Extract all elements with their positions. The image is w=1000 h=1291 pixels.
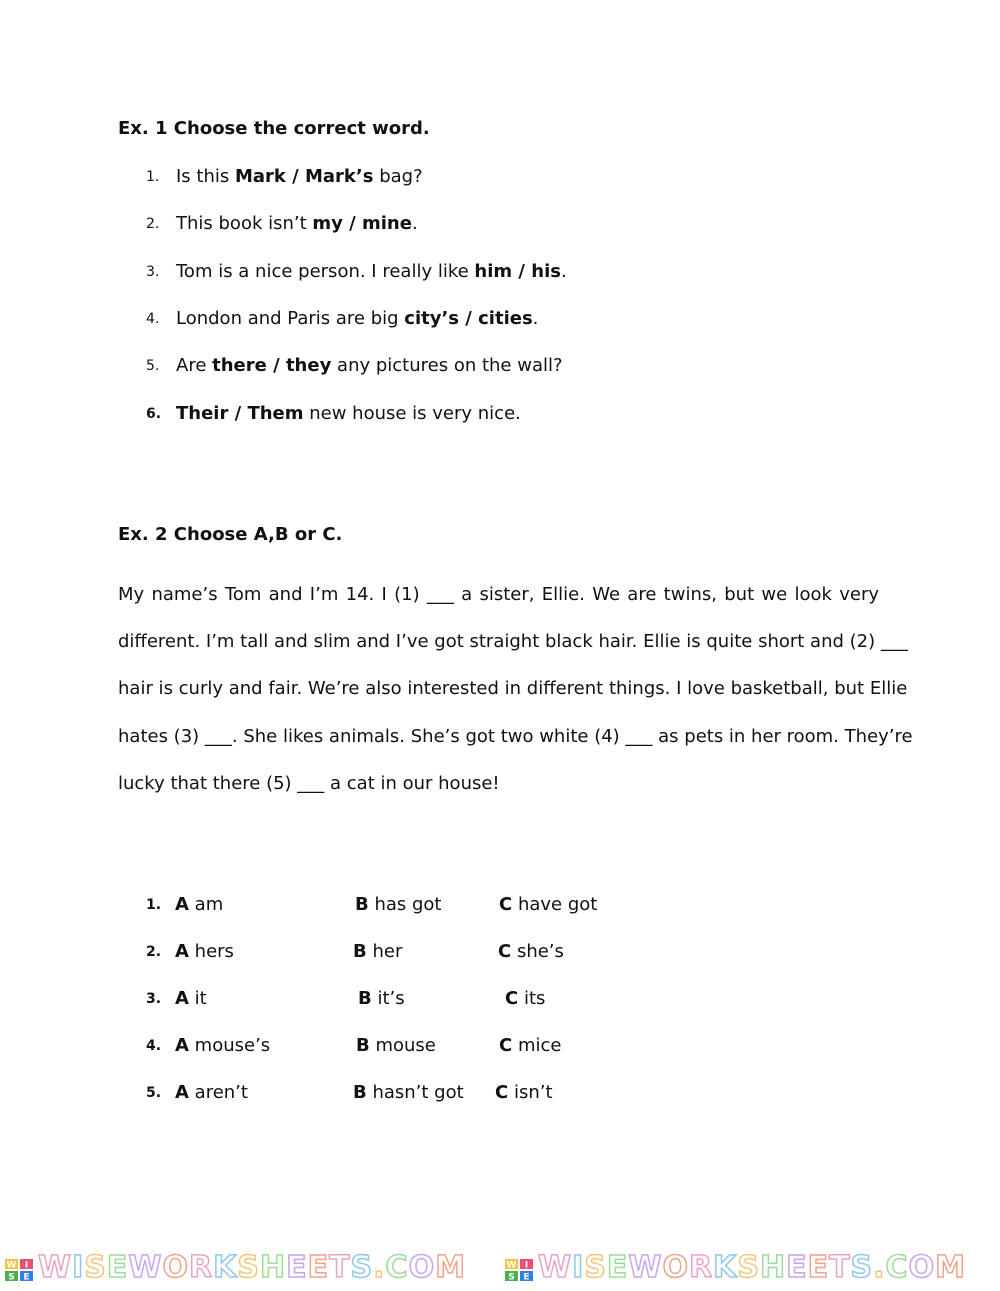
passage-line: hair is curly and fair. We’re also interested in different things. I love basketball, but Ellie <box>118 678 908 699</box>
word-choice[interactable]: my / mine <box>312 213 412 234</box>
item-number: 1. <box>146 169 160 185</box>
item-text: London and Paris are big <box>176 308 405 329</box>
option-b[interactable]: B hasn’t got <box>353 1082 464 1103</box>
word-choice[interactable]: him / his <box>474 261 561 282</box>
item-text: Are <box>176 355 213 376</box>
item-text: Is this <box>176 166 235 187</box>
footer-watermark <box>0 1252 1000 1288</box>
item-number: 6. <box>146 406 162 422</box>
option-c[interactable]: C isn’t <box>495 1082 553 1103</box>
svg-text:S: S <box>8 1272 15 1282</box>
brand-text: WISEWORKSHEETS.COM <box>38 1252 466 1285</box>
option-a[interactable]: A it <box>175 988 207 1009</box>
passage-line: lucky that there (5) ___ a cat in our house! <box>118 773 500 794</box>
option-c[interactable]: C its <box>505 988 546 1009</box>
word-choice[interactable]: there / they <box>212 355 332 376</box>
option-a[interactable]: A hers <box>175 941 234 962</box>
item-number: 3. <box>146 991 162 1007</box>
brand-icon <box>4 1258 34 1282</box>
svg-text:E: E <box>523 1272 530 1282</box>
option-a[interactable]: A aren’t <box>175 1082 248 1103</box>
svg-text:I: I <box>524 1260 529 1271</box>
svg-text:S: S <box>508 1272 515 1282</box>
item-number: 5. <box>146 1085 162 1101</box>
item-text: any pictures on the wall? <box>331 355 563 376</box>
item-text: . <box>411 213 418 234</box>
option-a[interactable]: A am <box>175 894 224 915</box>
option-c[interactable]: C she’s <box>498 941 564 962</box>
passage-line: My name’s Tom and I’m 14. I (1) ___ a sister, Ellie. We are twins, but we look very <box>118 584 879 605</box>
option-a[interactable]: A mouse’s <box>175 1035 271 1056</box>
svg-text:E: E <box>23 1272 30 1282</box>
item-number: 5. <box>146 358 160 374</box>
item-number: 4. <box>146 1038 162 1054</box>
svg-text:W: W <box>506 1260 517 1271</box>
item-text: . <box>532 308 539 329</box>
brand-text: WISEWORKSHEETS.COM <box>538 1252 966 1285</box>
item-number: 2. <box>146 944 162 960</box>
item-number: 3. <box>146 264 160 280</box>
option-c[interactable]: C have got <box>499 894 598 915</box>
item-number: 2. <box>146 216 160 232</box>
brand-icon <box>504 1258 534 1282</box>
option-b[interactable]: B her <box>353 941 403 962</box>
option-b[interactable]: B has got <box>355 894 442 915</box>
svg-text:W: W <box>6 1260 17 1271</box>
passage-line: hates (3) ___. She likes animals. She’s got two white (4) ___ as pets in her room. They’re <box>118 726 913 747</box>
item-number: 4. <box>146 311 160 327</box>
item-number: 1. <box>146 897 162 913</box>
item-text: bag? <box>373 166 423 187</box>
word-choice[interactable]: city’s / cities <box>404 308 533 329</box>
svg-text:I: I <box>24 1260 29 1271</box>
option-c[interactable]: C mice <box>499 1035 562 1056</box>
option-b[interactable]: B it’s <box>358 988 405 1009</box>
passage-line: different. I’m tall and slim and I’ve got straight black hair. Ellie is quite short and (2) ___ <box>118 631 908 652</box>
item-text: new house is very nice. <box>303 403 521 424</box>
word-choice[interactable]: Mark / Mark’s <box>234 166 374 187</box>
item-text: . <box>560 261 567 282</box>
option-b[interactable]: B mouse <box>356 1035 436 1056</box>
word-choice[interactable]: Their / Them <box>176 403 304 424</box>
item-text: Tom is a nice person. I really like <box>176 261 475 282</box>
ex2-heading: Ex. 2 Choose A,B or C. <box>118 524 343 545</box>
item-text: This book isn’t <box>176 213 313 234</box>
ex1-heading: Ex. 1 Choose the correct word. <box>118 118 430 139</box>
